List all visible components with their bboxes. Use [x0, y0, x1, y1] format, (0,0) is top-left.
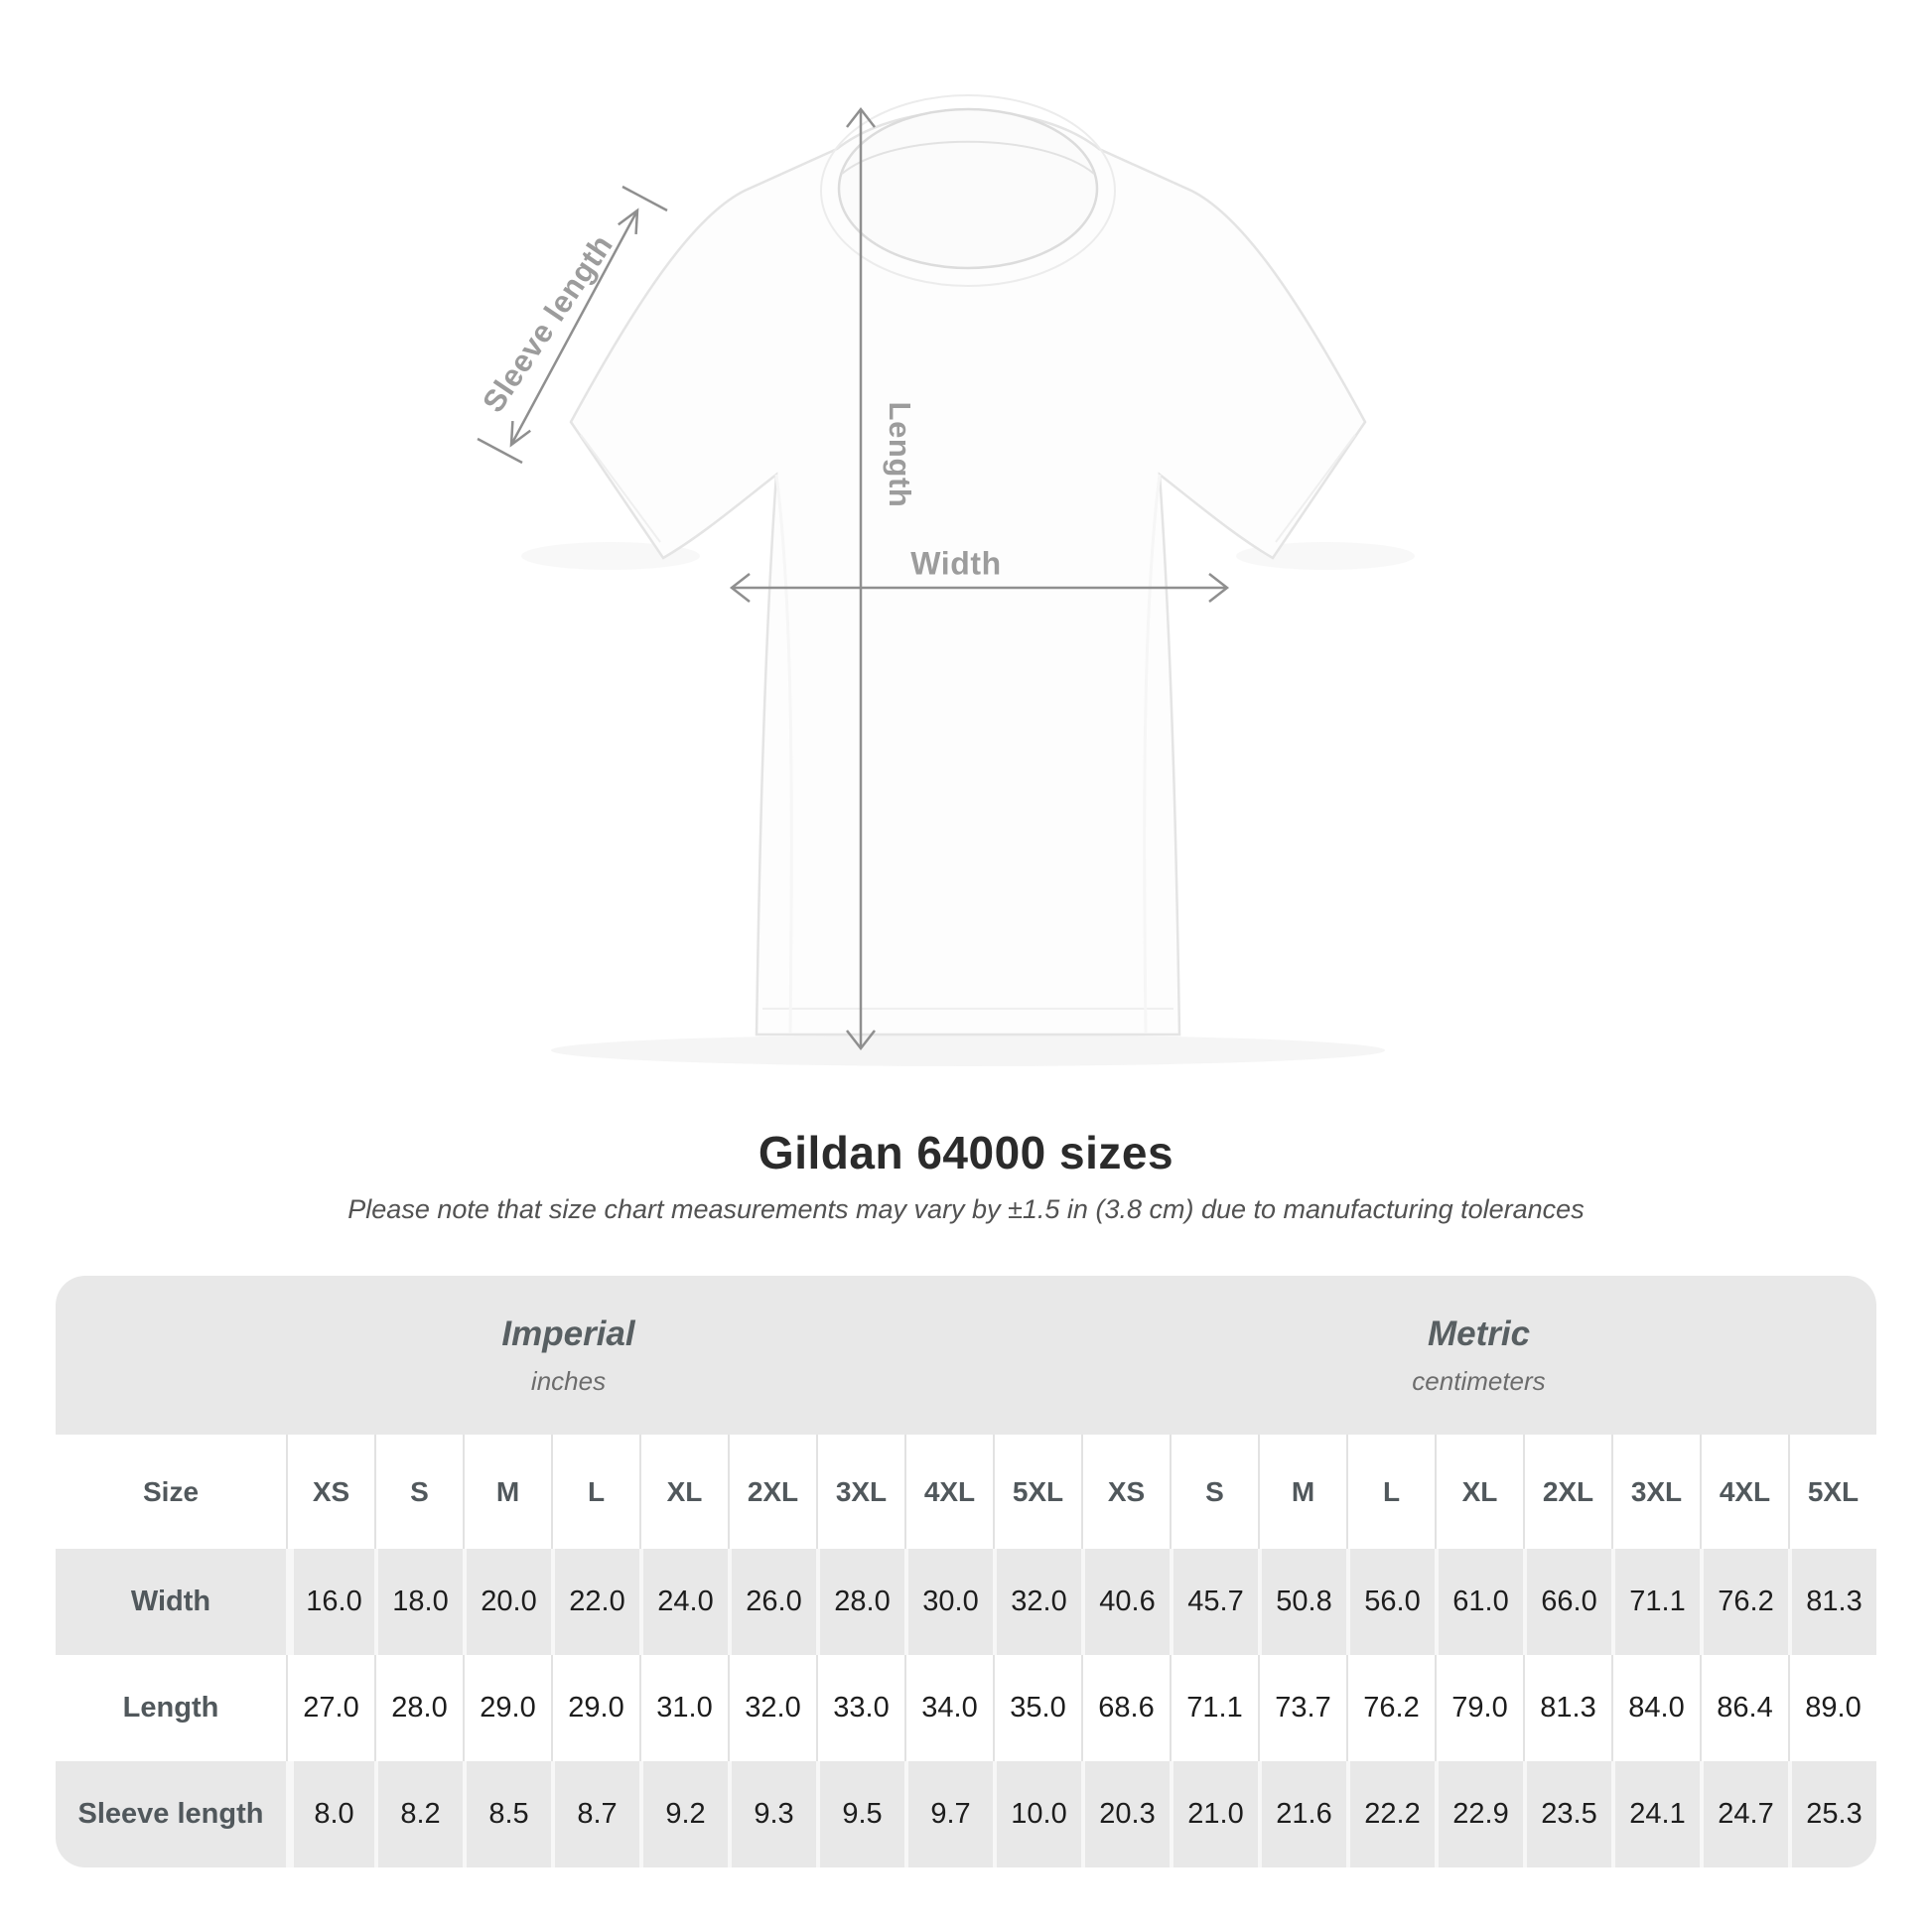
table-cell: 68.6: [1081, 1655, 1170, 1761]
unit-group-metric: [1081, 1276, 1876, 1435]
size-col-header: S: [1170, 1435, 1258, 1549]
size-col-header: 2XL: [728, 1435, 816, 1549]
table-cell: 32.0: [728, 1655, 816, 1761]
table-cell: 24.0: [639, 1549, 728, 1655]
page-title: Gildan 64000 sizes: [758, 1127, 1174, 1178]
table-cell: 28.0: [374, 1655, 463, 1761]
size-col-header: XL: [639, 1435, 728, 1549]
table-cell: 22.9: [1435, 1761, 1523, 1867]
table-cell: 8.7: [551, 1761, 639, 1867]
size-col-header: XS: [1081, 1435, 1170, 1549]
size-col-header: 4XL: [1700, 1435, 1788, 1549]
collar-opening: [839, 109, 1097, 268]
unit-group-imperial: [56, 1276, 1081, 1435]
size-col-header: M: [1258, 1435, 1346, 1549]
sleeve-length-label: Sleeve length: [476, 227, 621, 419]
table-cell: 21.0: [1170, 1761, 1258, 1867]
table-row-width: [56, 1549, 1876, 1655]
size-col-header: 4XL: [904, 1435, 993, 1549]
table-cell: 10.0: [993, 1761, 1081, 1867]
table-row-length: [56, 1655, 1876, 1761]
corner-label: Size: [142, 1475, 200, 1507]
table-cell: 9.2: [639, 1761, 728, 1867]
table-cell: 20.0: [463, 1549, 551, 1655]
size-col-header: 3XL: [816, 1435, 904, 1549]
table-cell: 50.8: [1258, 1549, 1346, 1655]
table-cell: 81.3: [1523, 1655, 1611, 1761]
table-cell: 76.2: [1700, 1549, 1788, 1655]
table-cell: 9.3: [728, 1761, 816, 1867]
table-cell: 26.0: [728, 1549, 816, 1655]
size-col-header: XS: [286, 1435, 374, 1549]
table-cell: 8.0: [286, 1761, 374, 1867]
table-cell: 79.0: [1435, 1655, 1523, 1761]
imperial-unit: inches: [530, 1365, 607, 1396]
table-cell: 29.0: [551, 1655, 639, 1761]
table-cell: 73.7: [1258, 1655, 1346, 1761]
row-label: Width: [130, 1586, 211, 1617]
table-cell: 22.2: [1346, 1761, 1435, 1867]
size-col-header: 5XL: [1788, 1435, 1876, 1549]
table-cell: 28.0: [816, 1549, 904, 1655]
table-cell: 61.0: [1435, 1549, 1523, 1655]
length-label: Length: [883, 401, 917, 508]
table-cell: 76.2: [1346, 1655, 1435, 1761]
row-label: Length: [122, 1692, 219, 1724]
size-col-header: M: [463, 1435, 551, 1549]
table-cell: 84.0: [1611, 1655, 1700, 1761]
imperial-title: Imperial: [501, 1313, 635, 1353]
table-cell: 24.1: [1611, 1761, 1700, 1867]
table-cell: 86.4: [1700, 1655, 1788, 1761]
table-cell: 18.0: [374, 1549, 463, 1655]
table-cell: 8.2: [374, 1761, 463, 1867]
table-cell: 29.0: [463, 1655, 551, 1761]
table-cell: 25.3: [1788, 1761, 1876, 1867]
size-col-header: 5XL: [993, 1435, 1081, 1549]
size-col-header: 2XL: [1523, 1435, 1611, 1549]
metric-unit: centimeters: [1412, 1365, 1546, 1396]
table-cell: 27.0: [286, 1655, 374, 1761]
metric-title: Metric: [1427, 1313, 1531, 1353]
table-cell: 31.0: [639, 1655, 728, 1761]
table-cell: 56.0: [1346, 1549, 1435, 1655]
table-cell: 71.1: [1611, 1549, 1700, 1655]
tshirt-shadow: [551, 1035, 1385, 1066]
size-col-header: L: [1346, 1435, 1435, 1549]
table-cell: 33.0: [816, 1655, 904, 1761]
size-col-header: 3XL: [1611, 1435, 1700, 1549]
table-cell: 89.0: [1788, 1655, 1876, 1761]
size-col-header: L: [551, 1435, 639, 1549]
table-cell: 32.0: [993, 1549, 1081, 1655]
size-table: [56, 1276, 1876, 1867]
table-cell: 21.6: [1258, 1761, 1346, 1867]
size-header-row: [56, 1435, 1876, 1549]
table-cell: 71.1: [1170, 1655, 1258, 1761]
table-row-sleeve-length: [56, 1761, 1876, 1867]
row-label: Sleeve length: [77, 1798, 264, 1830]
table-cell: 45.7: [1170, 1549, 1258, 1655]
table-cell: 16.0: [286, 1549, 374, 1655]
table-cell: 9.7: [904, 1761, 993, 1867]
width-label: Width: [910, 545, 1002, 582]
table-cell: 40.6: [1081, 1549, 1170, 1655]
table-cell: 35.0: [993, 1655, 1081, 1761]
table-cell: 22.0: [551, 1549, 639, 1655]
tolerance-note: Please note that size chart measurements may vary by ±1.5 in (3.8 cm) due to manufacturing tolerances: [347, 1194, 1585, 1224]
table-cell: 9.5: [816, 1761, 904, 1867]
size-col-header: S: [374, 1435, 463, 1549]
table-cell: 81.3: [1788, 1549, 1876, 1655]
unit-header-row: [56, 1276, 1876, 1435]
table-cell: 23.5: [1523, 1761, 1611, 1867]
size-col-header: XL: [1435, 1435, 1523, 1549]
table-cell: 8.5: [463, 1761, 551, 1867]
table-cell: 30.0: [904, 1549, 993, 1655]
table-cell: 24.7: [1700, 1761, 1788, 1867]
table-cell: 20.3: [1081, 1761, 1170, 1867]
table-cell: 66.0: [1523, 1549, 1611, 1655]
table-cell: 34.0: [904, 1655, 993, 1761]
